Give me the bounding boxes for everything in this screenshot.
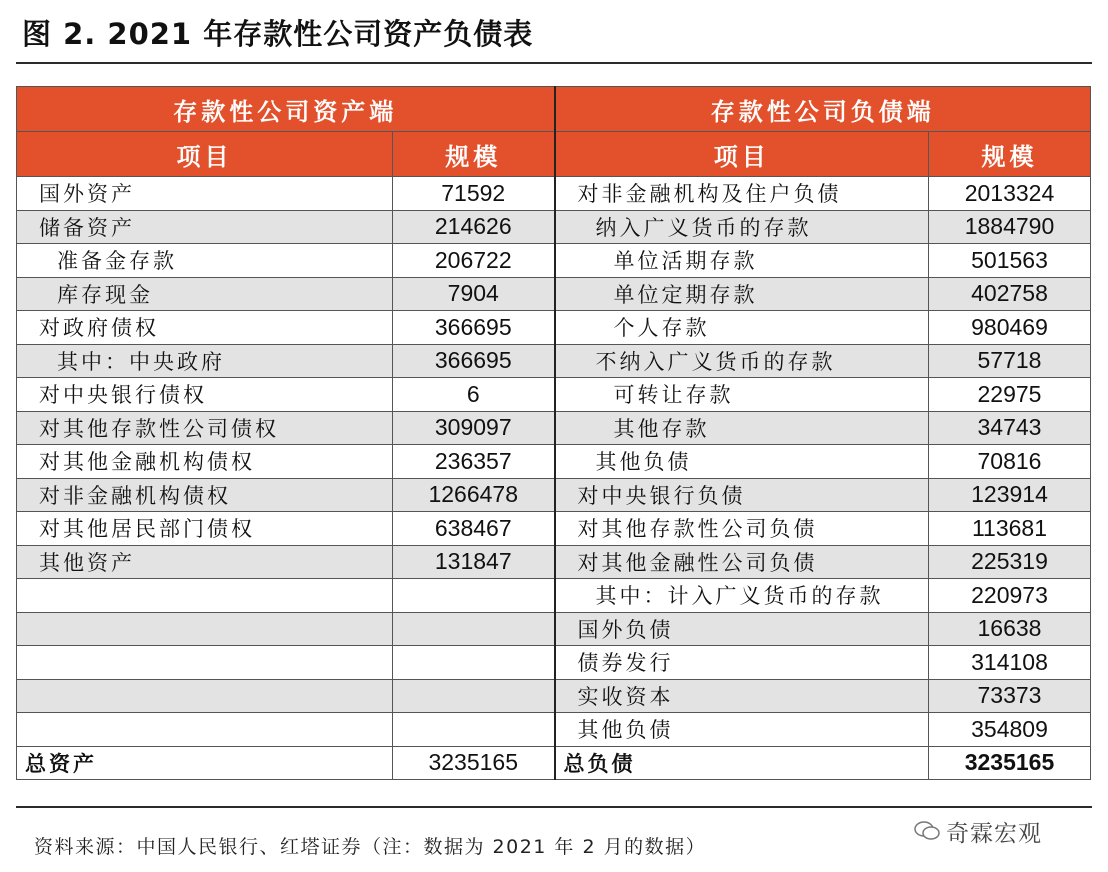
asset-item-cell: 其他资产 [17,545,393,579]
liability-item-cell: 个人存款 [555,311,929,345]
asset-value-cell: 366695 [393,344,555,378]
liability-item-cell: 对中央银行负债 [555,478,929,512]
liability-value-cell: 16638 [929,612,1091,646]
liability-value-cell: 402758 [929,277,1091,311]
liability-value-cell: 980469 [929,311,1091,345]
liability-value-cell: 73373 [929,679,1091,713]
liability-value-cell: 113681 [929,512,1091,546]
liability-item-cell: 国外负债 [555,612,929,646]
asset-item-cell: 对其他居民部门债权 [17,512,393,546]
watermark: 奇霖宏观 [946,821,1042,847]
asset-value-cell [393,612,555,646]
table-row [17,478,1091,512]
asset-value-cell: 6 [393,378,555,412]
asset-item-cell [17,713,393,747]
liability-value-cell: 354809 [929,713,1091,747]
bottom-divider [16,806,1092,808]
title-divider [16,62,1092,64]
liability-value-cell: 225319 [929,545,1091,579]
liability-value-cell: 70816 [929,445,1091,479]
asset-value-cell: 214626 [393,210,555,244]
liability-value-cell: 34743 [929,411,1091,445]
table-row [17,445,1091,479]
asset-value-cell: 1266478 [393,478,555,512]
liability-item-cell: 纳入广义货币的存款 [555,210,929,244]
asset-section-header: 存款性公司资产端 [17,87,555,132]
total-liabilities-label: 总负债 [555,746,929,780]
asset-item-cell: 国外资产 [17,177,393,211]
asset-scale-header: 规模 [393,132,555,177]
liability-value-cell: 57718 [929,344,1091,378]
liability-value-cell: 501563 [929,244,1091,278]
table-row [17,545,1091,579]
liability-item-cell: 实收资本 [555,679,929,713]
total-row [17,746,1091,780]
liability-value-cell: 123914 [929,478,1091,512]
total-liabilities-value: 3235165 [929,746,1091,780]
asset-item-cell: 对中央银行债权 [17,378,393,412]
section-header-row [17,87,1091,132]
asset-item-cell [17,679,393,713]
total-assets-label: 总资产 [17,746,393,780]
asset-item-cell [17,646,393,680]
wechat-icon [914,820,940,842]
asset-value-cell: 131847 [393,545,555,579]
liability-value-cell: 314108 [929,646,1091,680]
figure-title: 图 2. 2021 年存款性公司资产负债表 [22,17,534,51]
asset-value-cell [393,579,555,613]
liability-item-cell: 对非金融机构及住户负债 [555,177,929,211]
table-row [17,512,1091,546]
table-row [17,411,1091,445]
asset-item-header: 项目 [17,132,393,177]
table-row [17,646,1091,680]
asset-item-cell: 对非金融机构债权 [17,478,393,512]
liability-scale-header: 规模 [929,132,1091,177]
asset-item-cell: 库存现金 [17,277,393,311]
asset-item-cell [17,579,393,613]
table-row [17,344,1091,378]
asset-value-cell: 7904 [393,277,555,311]
source-note: 资料来源：中国人民银行、红塔证券（注：数据为 2021 年 2 月的数据） [34,836,707,858]
asset-item-cell: 储备资产 [17,210,393,244]
liability-item-header: 项目 [555,132,929,177]
asset-value-cell [393,713,555,747]
liability-item-cell: 对其他金融性公司负债 [555,545,929,579]
total-assets-value: 3235165 [393,746,555,780]
liability-section-header: 存款性公司负债端 [555,87,1091,132]
liability-item-cell: 对其他存款性公司负债 [555,512,929,546]
asset-value-cell [393,646,555,680]
table-body [17,177,1091,747]
table-row [17,277,1091,311]
liability-item-cell: 其他存款 [555,411,929,445]
liability-value-cell: 22975 [929,378,1091,412]
table-row [17,210,1091,244]
balance-sheet-table [16,86,1091,780]
table-row [17,713,1091,747]
liability-item-cell: 单位定期存款 [555,277,929,311]
asset-value-cell: 638467 [393,512,555,546]
column-header-row [17,132,1091,177]
asset-value-cell: 71592 [393,177,555,211]
liability-item-cell: 债券发行 [555,646,929,680]
asset-value-cell: 366695 [393,311,555,345]
table-row [17,378,1091,412]
liability-value-cell: 1884790 [929,210,1091,244]
asset-item-cell [17,612,393,646]
asset-item-cell: 其中：中央政府 [17,344,393,378]
table-row [17,177,1091,211]
asset-item-cell: 对其他存款性公司债权 [17,411,393,445]
asset-item-cell: 对政府债权 [17,311,393,345]
liability-item-cell: 单位活期存款 [555,244,929,278]
table-row [17,679,1091,713]
liability-value-cell: 2013324 [929,177,1091,211]
asset-value-cell [393,679,555,713]
liability-item-cell: 其中：计入广义货币的存款 [555,579,929,613]
table-row [17,311,1091,345]
table-row [17,579,1091,613]
liability-item-cell: 不纳入广义货币的存款 [555,344,929,378]
asset-value-cell: 206722 [393,244,555,278]
asset-item-cell: 对其他金融机构债权 [17,445,393,479]
liability-item-cell: 其他负债 [555,713,929,747]
liability-item-cell: 其他负债 [555,445,929,479]
asset-value-cell: 309097 [393,411,555,445]
asset-value-cell: 236357 [393,445,555,479]
asset-item-cell: 准备金存款 [17,244,393,278]
liability-item-cell: 可转让存款 [555,378,929,412]
liability-value-cell: 220973 [929,579,1091,613]
table-row [17,244,1091,278]
table-row [17,612,1091,646]
